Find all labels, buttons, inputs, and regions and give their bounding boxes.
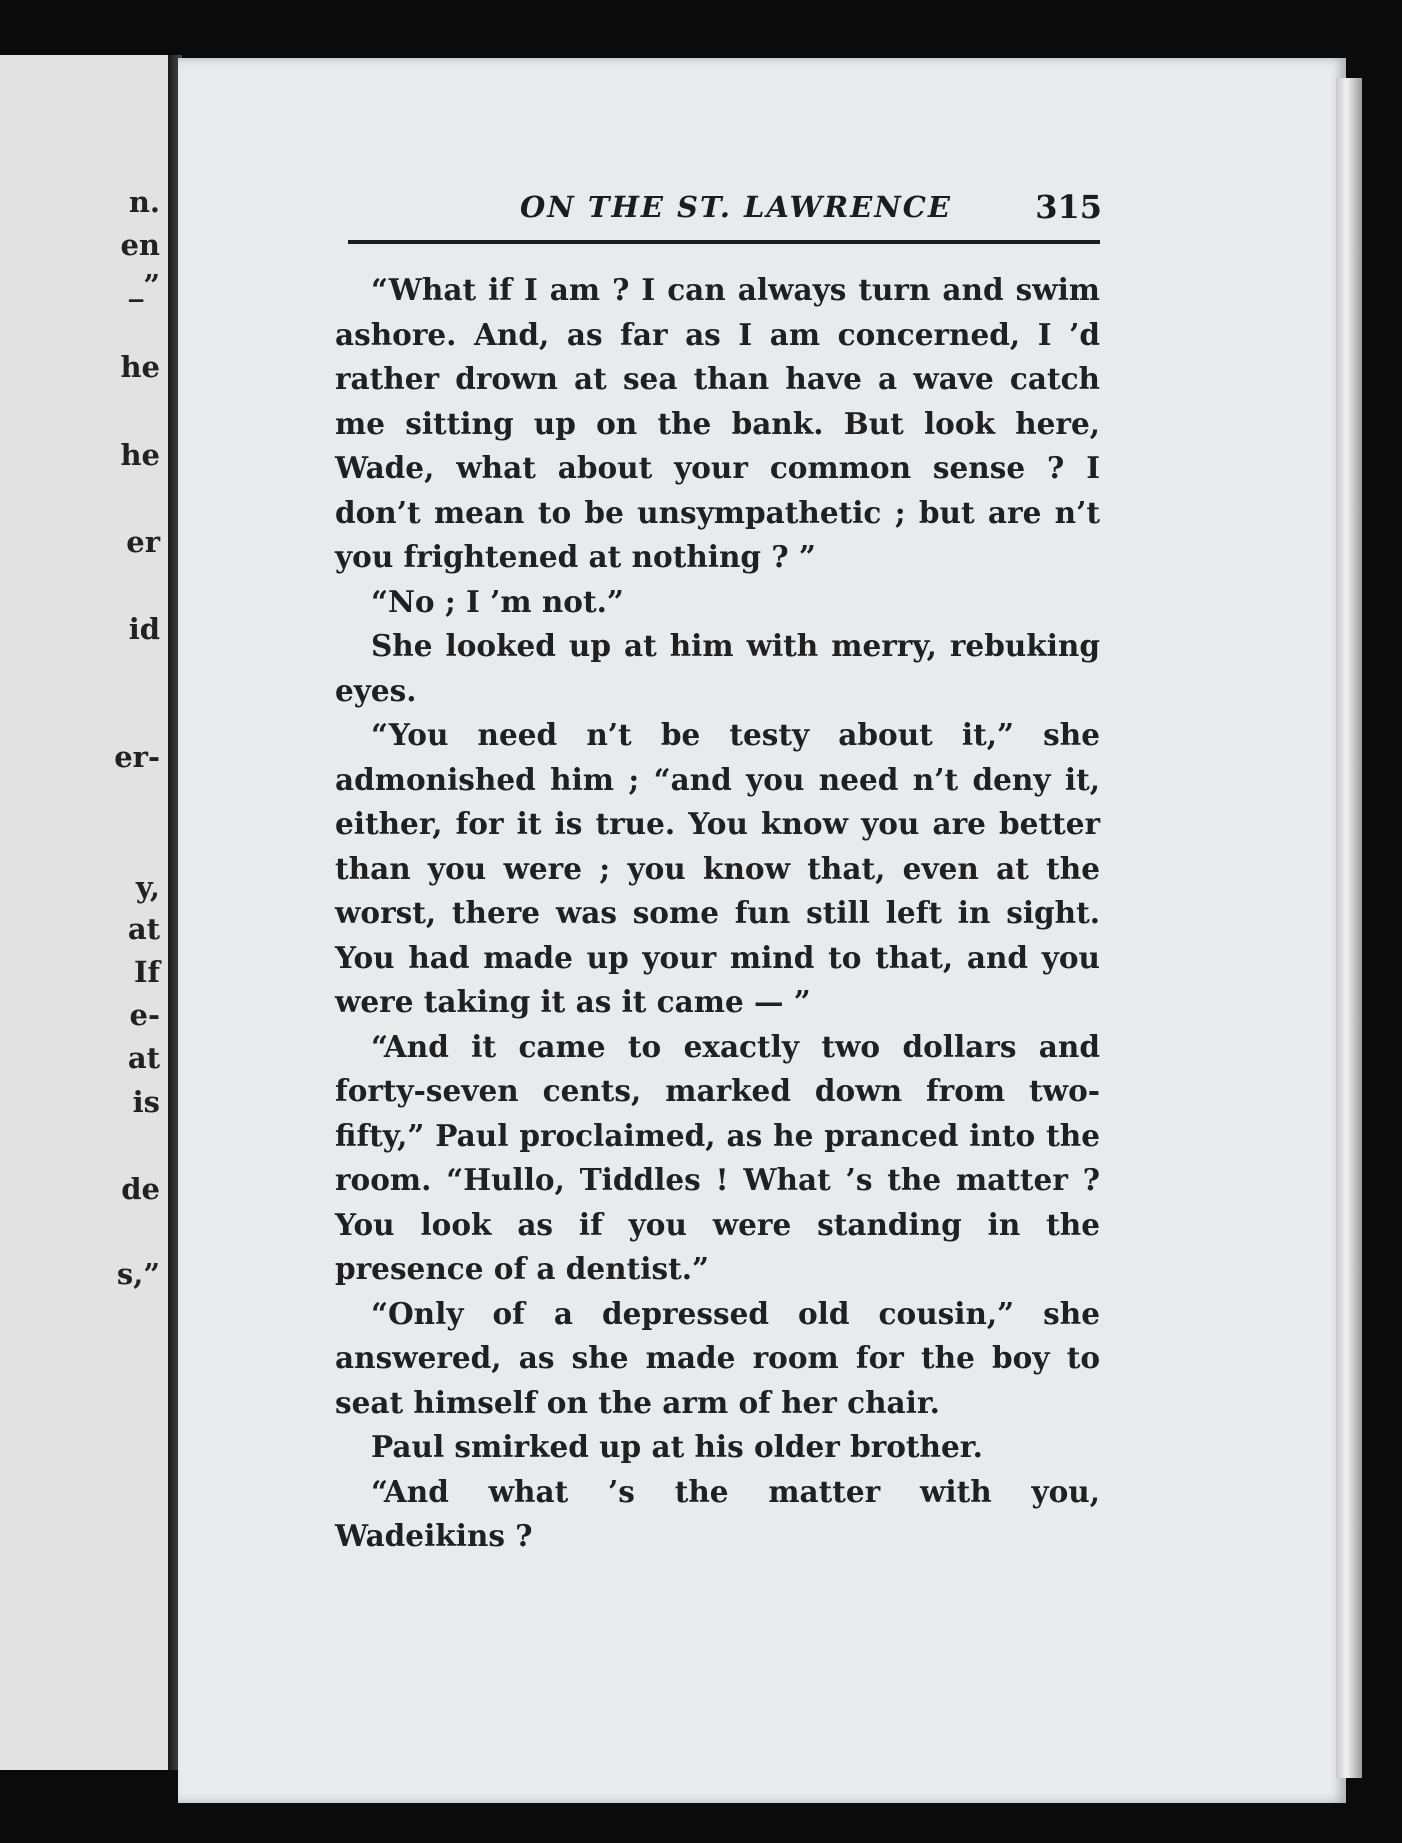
page-header <box>350 190 1102 230</box>
header-rule <box>348 240 1100 244</box>
left-page <box>0 55 171 1770</box>
left-page-fragment: er <box>126 525 160 559</box>
left-page-fragment: er- <box>114 740 160 774</box>
left-page-fragment: at <box>127 912 160 946</box>
left-page-fragment: n. <box>128 185 160 219</box>
page-number: 315 <box>1035 188 1102 226</box>
page-edge <box>1336 78 1362 1778</box>
left-page-fragment: en <box>120 228 160 262</box>
paragraph: “No ; I ’m not.” <box>371 583 624 619</box>
running-title: ON THE ST. LAWRENCE <box>520 190 952 224</box>
left-page-fragment: de <box>121 1172 160 1206</box>
paragraph: She looked up at him with merry, rebuking eyes. <box>335 628 1100 708</box>
paragraph: “You need n’t be testy about it,” she admonished him ; “and you need n’t deny it, either, for it is true. You know you are better than you were ; you know that, even at the worst, there was some fun still left in sight. You had made up your mind to that, and you were taking it as it came — ” <box>335 717 1100 1019</box>
left-page-fragment: is <box>132 1085 160 1119</box>
left-page-fragment: If <box>133 955 160 989</box>
paragraph: “Only of a depressed old cousin,” she answered, as she made room for the boy to seat himself on the arm of her chair. <box>335 1295 1100 1420</box>
body-text <box>335 268 1100 1559</box>
left-page-fragment: he <box>120 350 160 384</box>
paragraph: Paul smirked up at his older brother. <box>371 1429 983 1464</box>
paragraph: “And it came to exactly two dollars and forty-seven cents, marked down from two-fifty,” Paul proclaimed, as he pranced into the room. “Hullo, Tiddles ! What ’s the matter ? You look as if you were standing in the presence of a dentist.” <box>335 1028 1100 1286</box>
left-page-fragment: s,” <box>116 1257 160 1291</box>
left-page-fragment: id <box>128 612 160 646</box>
paragraph: “What if I am ? I can always turn and swim ashore. And, as far as I am concerned, I ’d rather drown at sea than have a wave catch me sitting up on the bank. But look here, Wade, what about your common sense ? I don’t mean to be unsympathetic ; but are n’t you frightened at nothing ? ” <box>335 272 1100 574</box>
left-page-fragment: _” <box>128 268 160 302</box>
left-page-fragment: at <box>127 1041 160 1075</box>
left-page-fragment: he <box>120 438 160 472</box>
paragraph: “And what ’s the matter with you, Wadeikins ? <box>335 1473 1100 1553</box>
left-page-fragment: e- <box>129 998 160 1032</box>
left-page-fragment: y, <box>135 870 160 904</box>
